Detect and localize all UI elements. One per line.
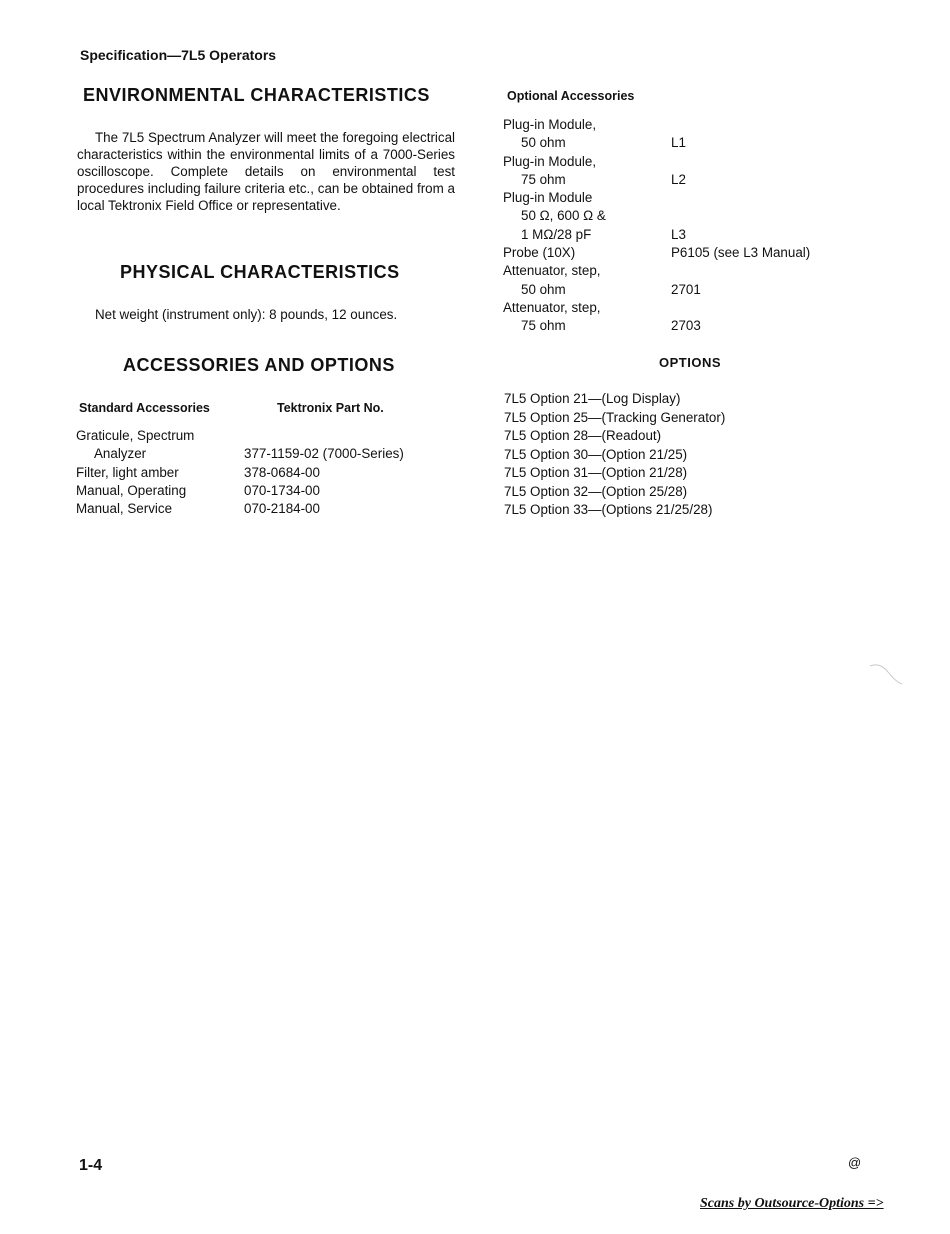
option-item: 7L5 Option 31—(Option 21/28): [504, 465, 688, 480]
part-number-header: Tektronix Part No.: [277, 401, 384, 415]
environmental-heading: ENVIRONMENTAL CHARACTERISTICS: [83, 85, 430, 105]
table-row: [503, 207, 810, 225]
accessory-part: 070-2184-00: [244, 501, 320, 517]
accessory-part: 2701: [671, 281, 701, 297]
table-row: [503, 134, 810, 152]
options-list: [504, 390, 725, 520]
option-item: 7L5 Option 32—(Option 25/28): [504, 483, 688, 499]
table-row: [76, 482, 404, 500]
accessory-name: 1 MΩ/28 pF: [521, 226, 592, 242]
accessory-part: [671, 262, 810, 280]
table-row: [503, 153, 810, 171]
accessory-name: Plug-in Module,: [503, 153, 597, 169]
standard-accessories-table: [76, 427, 404, 518]
option-item: 7L5 Option 30—(Option 21/25): [504, 446, 688, 462]
scan-credit-link[interactable]: Scans by Outsource-Options =>: [700, 1196, 884, 1211]
accessory-part: 070-1734-00: [244, 482, 320, 498]
accessory-name: 50 Ω, 600 Ω &: [521, 208, 606, 224]
physical-heading: PHYSICAL CHARACTERISTICS: [120, 262, 400, 282]
option-item: 7L5 Option 33—(Options 21/25/28): [504, 502, 713, 517]
optional-accessories-table: [503, 116, 810, 336]
accessory-name: Probe (10X): [503, 245, 576, 261]
table-row: [503, 317, 810, 335]
accessory-part: [244, 427, 404, 445]
accessory-part: [671, 116, 810, 134]
option-item: 7L5 Option 21—(Log Display): [504, 391, 681, 406]
accessory-name: Filter, light amber: [76, 464, 179, 480]
table-row: [503, 171, 810, 189]
accessory-name: Attenuator, step,: [503, 299, 601, 315]
accessory-part: [671, 153, 810, 171]
accessory-name: Manual, Service: [76, 501, 173, 517]
option-item: 7L5 Option 25—(Tracking Generator): [504, 409, 726, 425]
standard-accessories-header: Standard Accessories: [79, 401, 210, 415]
accessories-heading: ACCESSORIES AND OPTIONS: [123, 355, 395, 375]
table-row: [76, 427, 404, 445]
environmental-paragraph: The 7L5 Spectrum Analyzer will meet the foregoing electrical characteristics within the environmental limits of a 7000-Series oscilloscope. Complete details on environmental test procedures including failure criteria etc., can be obtained from a local Tektronix Field Office or representative.: [77, 130, 455, 213]
accessory-name: 75 ohm: [521, 318, 566, 334]
table-row: [503, 226, 810, 244]
table-row: [76, 500, 404, 518]
accessory-part: 2703: [671, 318, 701, 334]
table-row: [503, 281, 810, 299]
accessory-part: [671, 189, 810, 207]
accessory-name: 75 ohm: [521, 171, 566, 187]
accessory-name: Graticule, Spectrum: [76, 428, 195, 443]
option-item: 7L5 Option 28—(Readout): [504, 428, 662, 443]
accessory-name: Analyzer: [94, 446, 147, 462]
options-heading: OPTIONS: [659, 355, 722, 370]
accessory-part: 378-0684-00: [244, 464, 320, 480]
net-weight-text: Net weight (instrument only): 8 pounds, 12 ounces.: [95, 307, 398, 322]
accessory-part: L1: [671, 135, 686, 151]
table-row: [76, 445, 404, 463]
accessory-name: Plug-in Module: [503, 190, 593, 206]
table-row: [503, 262, 810, 280]
accessory-name: Plug-in Module,: [503, 117, 597, 132]
scan-artifact-mark: [866, 660, 906, 690]
accessory-part: [671, 299, 810, 317]
accessory-name: 50 ohm: [521, 135, 566, 151]
copyright-mark: @: [848, 1155, 862, 1170]
running-head: Specification—7L5 Operators: [80, 47, 277, 63]
optional-accessories-header: Optional Accessories: [507, 89, 635, 103]
table-row: [503, 244, 810, 262]
accessory-part: 377-1159-02 (7000-Series): [244, 446, 404, 462]
page-number: 1-4: [79, 1157, 103, 1174]
table-row: [503, 189, 810, 207]
accessory-part: L3: [671, 226, 686, 242]
accessory-part: L2: [671, 171, 686, 187]
accessory-part: [671, 207, 810, 225]
table-row: [76, 464, 404, 482]
table-row: [503, 116, 810, 134]
accessory-name: Attenuator, step,: [503, 263, 601, 279]
accessory-name: 50 ohm: [521, 281, 566, 297]
accessory-name: Manual, Operating: [76, 482, 187, 498]
table-row: [503, 299, 810, 317]
accessory-part: P6105 (see L3 Manual): [671, 245, 811, 261]
